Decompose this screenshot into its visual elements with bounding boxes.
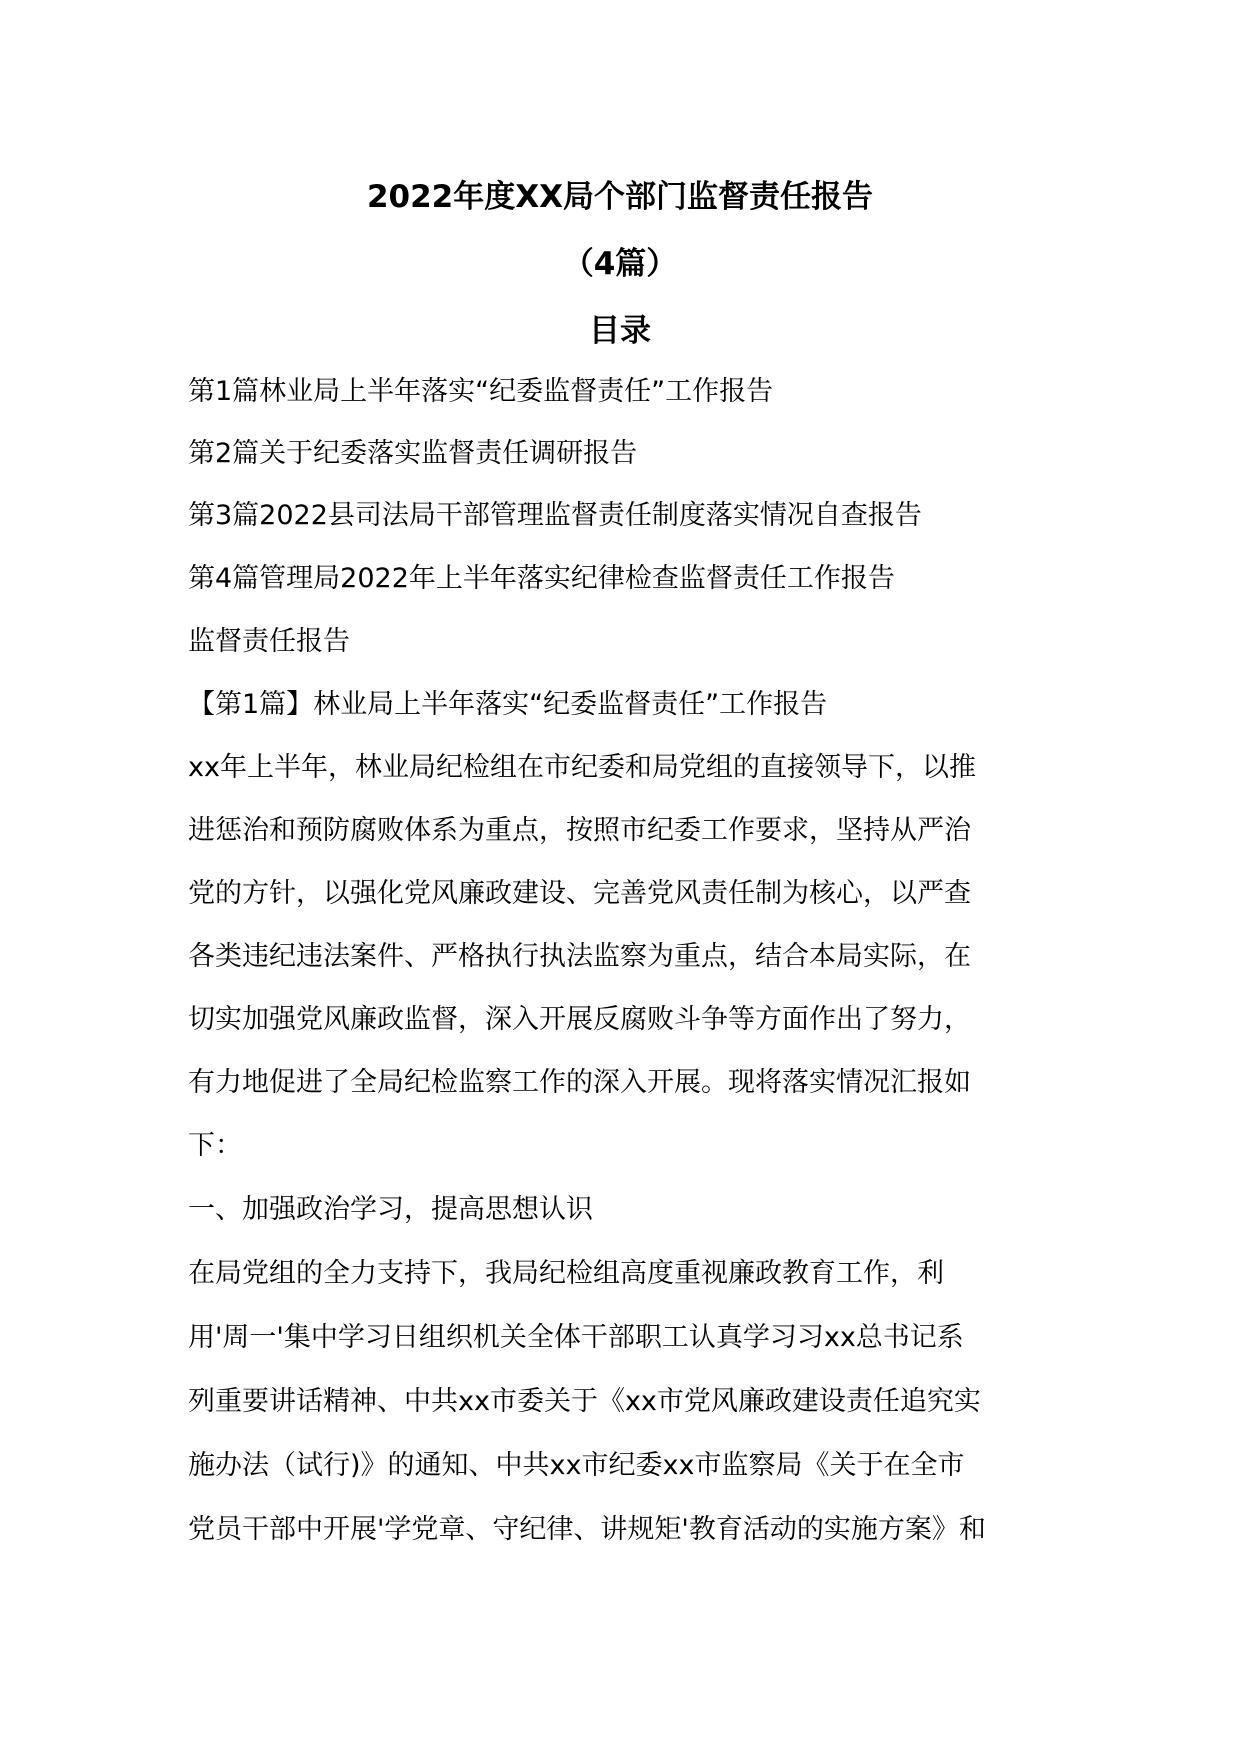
body-line-6: 有力地促进了全局纪检监察工作的深入开展。现将落实情况汇报如 (188, 1067, 971, 1098)
body-line-2: 进惩治和预防腐败体系为重点，按照市纪委工作要求，坚持从严治 (188, 815, 971, 846)
body2-line-4: 施办法（试行)》的通知、中共xx市纪委xx市监察局《关于在全市 (188, 1450, 965, 1481)
body-line-7: 下： (188, 1130, 242, 1161)
document-subtitle: （4篇） (562, 246, 678, 282)
body2-line-1: 在局党组的全力支持下，我局纪检组高度重视廉政教育工作，利 (188, 1258, 944, 1289)
section-heading-1: 一、加强政治学习，提高思想认识 (188, 1194, 593, 1225)
toc-item-4: 第4篇管理局2022年上半年落实纪律检查监督责任工作报告 (188, 563, 895, 594)
toc-item-3: 第3篇2022县司法局干部管理监督责任制度落实情况自查报告 (188, 500, 922, 531)
toc-item-2: 第2篇关于纪委落实监督责任调研报告 (188, 438, 638, 469)
body2-line-3: 列重要讲话精神、中共xx市委关于《xx市党风廉政建设责任追究实 (188, 1386, 981, 1417)
body-line-1: xx年上半年，林业局纪检组在市纪委和局党组的直接领导下，以推 (188, 752, 976, 783)
section-title: 【第1篇】林业局上半年落实“纪委监督责任”工作报告 (188, 689, 828, 720)
document-title: 2022年度XX局个部门监督责任报告 (366, 179, 874, 215)
body-line-5: 切实加强党风廉政监督，深入开展反腐败斗争等方面作出了努力， (188, 1004, 971, 1035)
body2-line-5: 党员干部中开展'学党章、守纪律、讲规矩'教育活动的实施方案》和 (188, 1514, 986, 1545)
toc-item-5: 监督责任报告 (188, 626, 350, 657)
body-line-3: 党的方针，以强化党风廉政建设、完善党风责任制为核心，以严查 (188, 878, 971, 909)
body2-line-2: 用'周一'集中学习日组织机关全体干部职工认真学习习xx总书记系 (188, 1322, 964, 1353)
toc-item-1: 第1篇林业局上半年落实“纪委监督责任”工作报告 (188, 376, 774, 407)
body-line-4: 各类违纪违法案件、严格执行执法监察为重点，结合本局实际，在 (188, 941, 971, 972)
toc-heading: 目录 (589, 313, 651, 349)
